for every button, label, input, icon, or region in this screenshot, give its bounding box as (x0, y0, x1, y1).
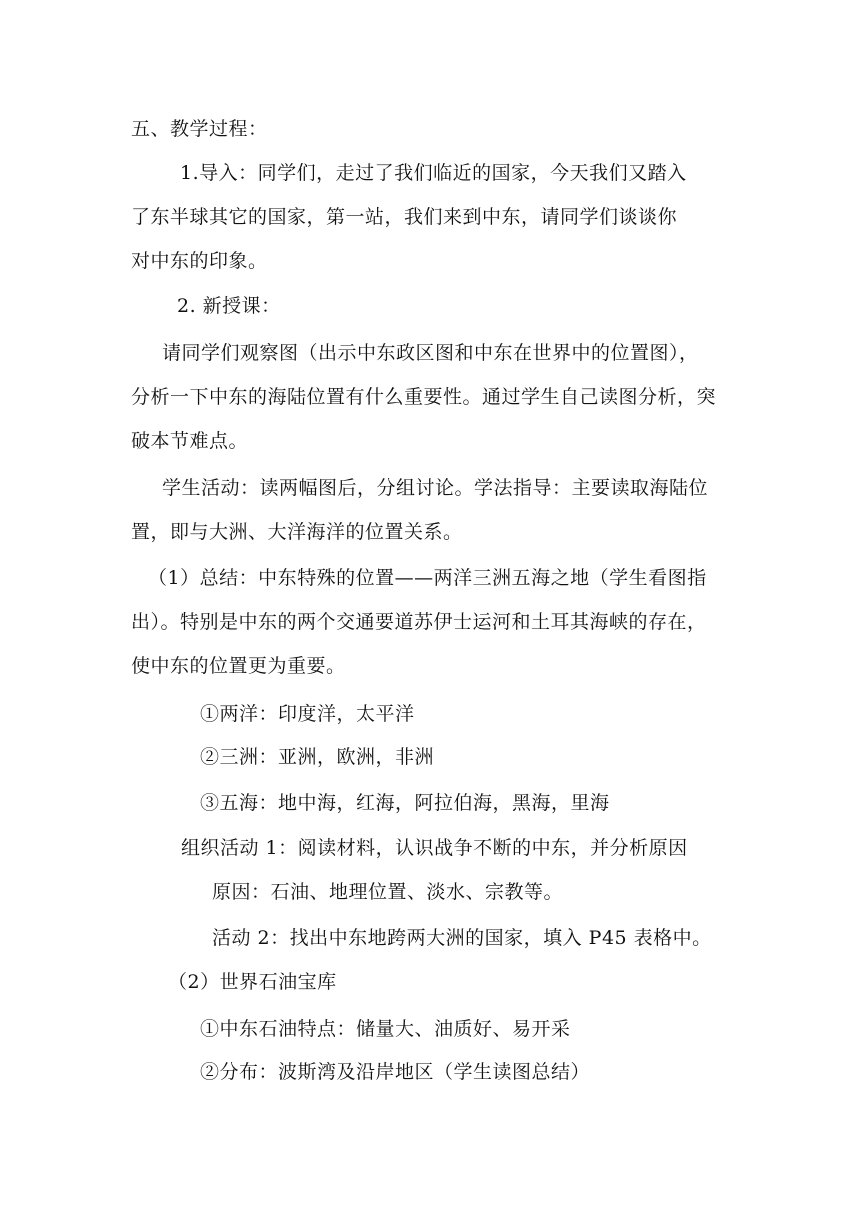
position-list-item: ①两洋：印度洋，太平洋 (200, 703, 415, 725)
summary-line-3: 使中东的位置更为重要。 (131, 655, 346, 677)
reasons-line: 原因：石油、地理位置、淡水、宗教等。 (212, 881, 564, 903)
oil-heading: （2）世界石油宝库 (168, 971, 337, 993)
observe-line-3: 破本节难点。 (131, 430, 249, 452)
oil-list-item: ②分布：波斯湾及沿岸地区（学生读图总结） (200, 1061, 591, 1083)
summary-line-1: （1）总结：中东特殊的位置——两洋三洲五海之地（学生看图指 (148, 567, 707, 589)
intro-line-2: 了东半球其它的国家，第一站，我们来到中东，请同学们谈谈你 (131, 206, 678, 228)
position-list-item: ②三洲：亚洲，欧洲，非洲 (200, 746, 435, 768)
activity-line-2: 置，即与大洲、大洋海洋的位置关系。 (131, 521, 463, 543)
new-lesson-heading: 2. 新授课： (177, 295, 281, 317)
intro-line-3: 对中东的印象。 (131, 250, 268, 272)
summary-line-2: 出）。特别是中东的两个交通要道苏伊士运河和土耳其海峡的存在， (131, 611, 707, 633)
observe-line-1: 请同学们观察图（出示中东政区图和中东在世界中的位置图）， (162, 342, 699, 364)
observe-line-2: 分析一下中东的海陆位置有什么重要性。通过学生自己读图分析，突 (131, 386, 717, 408)
intro-line-1: 1.导入：同学们，走过了我们临近的国家，今天我们又踏入 (180, 162, 687, 184)
oil-list-item: ①中东石油特点：储量大、油质好、易开采 (200, 1018, 571, 1040)
org-activity-1: 组织活动 1：阅读材料，认识战争不断的中东，并分析原因 (181, 837, 688, 859)
position-list-item: ③五海：地中海，红海，阿拉伯海，黑海，里海 (200, 792, 610, 814)
section-heading: 五、教学过程： (131, 118, 268, 140)
activity-2: 活动 2：找出中东地跨两大洲的国家，填入 P45 表格中。 (212, 927, 712, 949)
activity-line-1: 学生活动：读两幅图后，分组讨论。学法指导：主要读取海陆位 (162, 477, 709, 499)
